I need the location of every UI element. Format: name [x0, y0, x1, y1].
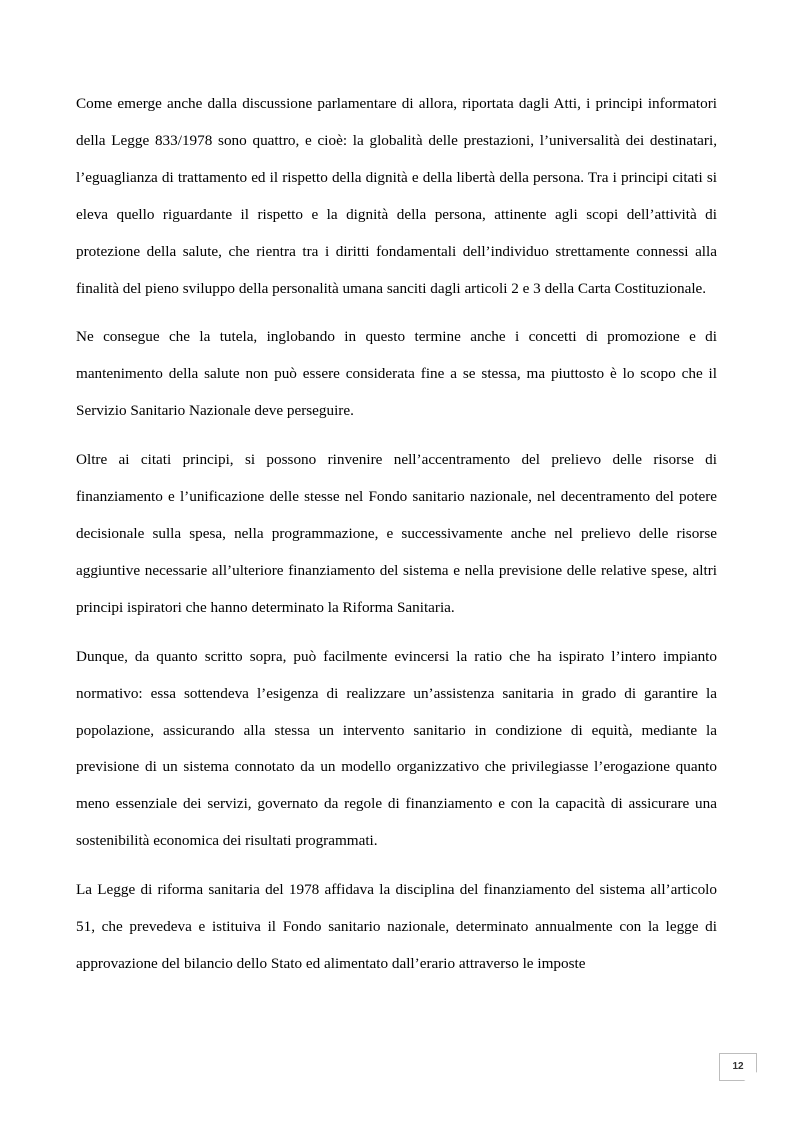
paragraph: Come emerge anche dalla discussione parlamentare di allora, riportata dagli Atti, i principi informatori della Legge 833/1978 sono quattro, e cioè: la globalità delle prestazioni, l’universalità dei destinatari, l’eguaglianza di trattamento ed il rispetto della dignità e della libertà della persona. Tra i principi citati si eleva quello riguardante il rispetto e la dignità della persona, attinente agli scopi dell’attività di protezione della salute, che rientra tra i diritti fondamentali dell’individuo strettamente connessi alla finalità del pieno sviluppo della personalità umana sanciti dagli articoli 2 e 3 della Carta Costituzionale.: [76, 95, 717, 297]
page-number-box: [719, 1053, 757, 1081]
document-body: [76, 86, 717, 995]
paragraph: La Legge di riforma sanitaria del 1978 affidava la disciplina del finanziamento del sistema all’articolo 51, che prevedeva e istituiva il Fondo sanitario nazionale, determinato annualmente con la legge di approvazione del bilancio dello Stato ed alimentato dall’erario attraverso le imposte: [76, 881, 717, 972]
page-corner-decoration: [744, 1072, 757, 1081]
page-number: 12: [732, 1061, 744, 1072]
paragraph: Oltre ai citati principi, si possono rinvenire nell’accentramento del prelievo delle risorse di finanziamento e l’unificazione delle stesse nel Fondo sanitario nazionale, nel decentramento del potere decisionale sulla spesa, nella programmazione, e successivamente anche nel prelievo delle risorse aggiuntive necessarie all’ulteriore finanziamento del sistema e nella previsione delle relative spese, altri principi ispiratori che hanno determinato la Riforma Sanitaria.: [76, 451, 717, 616]
paragraph: Ne consegue che la tutela, inglobando in questo termine anche i concetti di promozione e di mantenimento della salute non può essere considerata fine a se stessa, ma piuttosto è lo scopo che il Servizio Sanitario Nazionale deve perseguire.: [76, 328, 717, 420]
paragraph: Dunque, da quanto scritto sopra, può facilmente evincersi la ratio che ha ispirato l’intero impianto normativo: essa sottendeva l’esigenza di realizzare un’assistenza sanitaria in grado di garantire la popolazione, assicurando alla stessa un intervento sanitario in condizione di equità, mediante la previsione di un sistema connotato da un modello organizzativo che privilegiasse l’erogazione quanto meno essenziale dei servizi, governato da regole di finanziamento e con la capacità di assicurare una sostenibilità economica dei risultati programmati.: [76, 647, 717, 850]
